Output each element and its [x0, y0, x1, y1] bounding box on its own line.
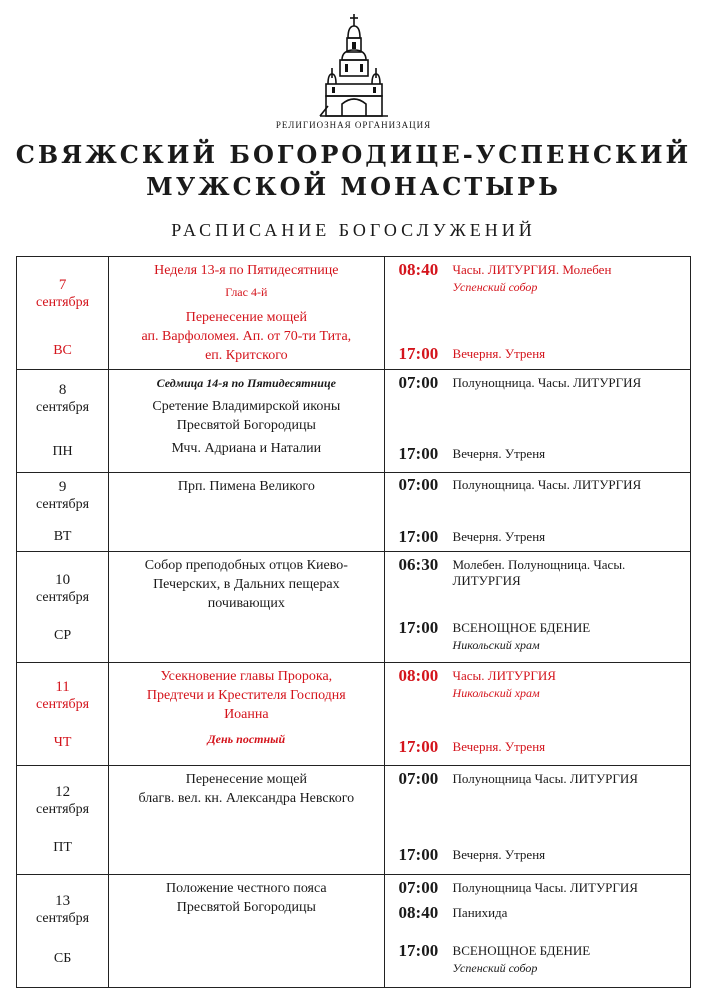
- weekday: СБ: [53, 951, 72, 966]
- service-entry: [399, 527, 686, 547]
- service-place: Успенский собор: [452, 961, 538, 975]
- monastery-name-line2: МУЖСКОЙ МОНАСТЫРЬ: [146, 172, 561, 201]
- feast-cell: [109, 552, 384, 663]
- service-entry: [399, 769, 686, 789]
- service-place: Никольский храм: [452, 638, 540, 652]
- page-header: [0, 0, 707, 250]
- date-cell: [17, 663, 109, 766]
- month-name: сентября: [36, 911, 90, 926]
- day-number: 7: [58, 277, 67, 293]
- day-number: 8: [58, 382, 67, 398]
- feast-line: почивающих: [207, 596, 285, 611]
- feast-line: Печерских, в Дальних пещерах: [153, 577, 340, 592]
- month-name: сентября: [36, 697, 90, 712]
- service-name: Вечерня. Утреня: [452, 346, 546, 361]
- feast-line: Перенесение мощей: [185, 310, 307, 325]
- day-number: 12: [55, 784, 71, 800]
- service-name: Молебен. Полунощница. Часы. ЛИТУРГИЯ: [452, 557, 626, 588]
- day-row: [17, 663, 691, 766]
- feast-cell: [109, 473, 384, 552]
- service-entry: [399, 475, 686, 495]
- day-number: 10: [55, 572, 71, 588]
- month-name: сентября: [36, 802, 90, 817]
- service-name: Часы. ЛИТУРГИЯ. Молебен: [452, 262, 612, 277]
- weekday: ЧТ: [53, 735, 72, 750]
- service-name: Вечерня. Утреня: [452, 847, 546, 862]
- service-name: Вечерня. Утреня: [452, 529, 546, 544]
- service-entry: [399, 666, 686, 700]
- service-time: 17:00: [398, 444, 439, 463]
- service-time: 07:00: [398, 769, 439, 788]
- feast-line: благв. вел. кн. Александра Невского: [138, 791, 355, 806]
- month-name: сентября: [36, 295, 90, 310]
- day-row: [17, 257, 691, 370]
- service-time: 17:00: [398, 618, 439, 637]
- day-row: [17, 766, 691, 875]
- service-time: 17:00: [398, 737, 439, 756]
- feast-line: Сретение Владимирской иконы: [152, 399, 341, 414]
- feast-line: Иоанна: [224, 707, 269, 722]
- month-name: сентября: [36, 400, 90, 415]
- service-entry: [399, 878, 686, 898]
- service-name: Часы. ЛИТУРГИЯ: [452, 668, 556, 683]
- day-row: [17, 552, 691, 663]
- date-cell: [17, 473, 109, 552]
- feast-line: Перенесение мощей: [185, 772, 307, 787]
- service-time: 17:00: [398, 527, 439, 546]
- service-entry: [399, 260, 686, 294]
- feast-line: ап. Варфоломея. Ап. от 70-ти Тита,: [141, 329, 352, 344]
- day-row: [17, 370, 691, 473]
- service-entry: [399, 845, 686, 865]
- service-place: Успенский собор: [452, 280, 538, 294]
- month-name: сентября: [36, 590, 90, 605]
- date-cell: [17, 370, 109, 473]
- service-time: 08:40: [398, 903, 439, 922]
- feast-italic-line: Седмица 14-я по Пятидесятнице: [156, 376, 336, 390]
- schedule-table: [16, 256, 691, 988]
- service-time: 17:00: [398, 845, 439, 864]
- feast-cell: [109, 370, 384, 473]
- service-time: 06:30: [398, 555, 439, 574]
- service-name: Вечерня. Утреня: [452, 739, 546, 754]
- weekday: ПН: [52, 444, 73, 459]
- services-cell: [384, 552, 690, 663]
- service-name: Полунощница. Часы. ЛИТУРГИЯ: [452, 477, 642, 492]
- service-time: 08:40: [398, 260, 439, 279]
- date-cell: [17, 552, 109, 663]
- feast-cell: [109, 766, 384, 875]
- feast-cell: [109, 875, 384, 988]
- day-row: [17, 875, 691, 988]
- feast-line: еп. Критского: [205, 348, 288, 363]
- service-time: 08:00: [398, 666, 439, 685]
- day-number: 13: [55, 893, 71, 909]
- service-name: Полунощница. Часы. ЛИТУРГИЯ: [452, 375, 642, 390]
- feast-cell: [109, 257, 384, 370]
- org-label: РЕЛИГИОЗНАЯ ОРГАНИЗАЦИЯ: [275, 120, 432, 130]
- glas-label: Глас 4-й: [225, 285, 268, 299]
- date-cell: [17, 766, 109, 875]
- day-number: 9: [58, 479, 67, 495]
- feast-line: Усекновение главы Пророка,: [160, 669, 333, 684]
- service-entry: [399, 618, 686, 652]
- service-time: 07:00: [398, 475, 439, 494]
- month-name: сентября: [36, 497, 90, 512]
- services-cell: [384, 370, 690, 473]
- services-cell: [384, 663, 690, 766]
- day-row: [17, 473, 691, 552]
- feast-cell: [109, 663, 384, 766]
- service-time: 17:00: [398, 344, 439, 363]
- weekday: СР: [54, 628, 72, 643]
- service-time: 07:00: [398, 878, 439, 897]
- feast-line: Неделя 13-я по Пятидесятнице: [154, 263, 339, 278]
- church-logo: [318, 12, 390, 120]
- service-entry: [399, 373, 686, 393]
- feast-line: Положение честного пояса: [166, 881, 327, 896]
- service-name: Полунощница Часы. ЛИТУРГИЯ: [452, 771, 638, 786]
- feast-line: Пресвятой Богородицы: [176, 900, 316, 915]
- schedule-title: РАСПИСАНИЕ БОГОСЛУЖЕНИЙ: [171, 220, 536, 240]
- service-entry: [399, 941, 686, 975]
- service-name: ВСЕНОЩНОЕ БДЕНИЕ: [452, 943, 591, 958]
- date-cell: [17, 257, 109, 370]
- service-entry: [399, 344, 686, 364]
- monastery-name-line1: СВЯЖСКИЙ БОГОРОДИЦЕ-УСПЕНСКИЙ: [15, 140, 692, 169]
- services-cell: [384, 473, 690, 552]
- feast-line: Прп. Пимена Великого: [177, 479, 315, 494]
- feast-line: Пресвятой Богородицы: [176, 418, 316, 433]
- service-entry: [399, 737, 686, 757]
- date-cell: [17, 875, 109, 988]
- service-entry: [399, 555, 686, 589]
- feast-line: Предтечи и Крестителя Господня: [146, 688, 346, 703]
- service-place: Никольский храм: [452, 686, 540, 700]
- service-name: ВСЕНОЩНОЕ БДЕНИЕ: [452, 620, 591, 635]
- service-entry: [399, 444, 686, 464]
- feast-line: Мчч. Адриана и Наталии: [171, 441, 322, 456]
- service-name: Панихида: [452, 905, 508, 920]
- service-time: 07:00: [398, 373, 439, 392]
- services-cell: [384, 875, 690, 988]
- weekday: ВС: [53, 343, 72, 358]
- services-cell: [384, 257, 690, 370]
- service-entry: [399, 903, 686, 923]
- service-time: 17:00: [398, 941, 439, 960]
- services-cell: [384, 766, 690, 875]
- service-name: Вечерня. Утреня: [452, 446, 546, 461]
- fast-day-note: День постный: [207, 732, 286, 746]
- day-number: 11: [55, 679, 70, 695]
- weekday: ВТ: [53, 529, 72, 544]
- service-name: Полунощница Часы. ЛИТУРГИЯ: [452, 880, 638, 895]
- feast-line: Собор преподобных отцов Киево-: [144, 558, 348, 573]
- weekday: ПТ: [53, 840, 72, 855]
